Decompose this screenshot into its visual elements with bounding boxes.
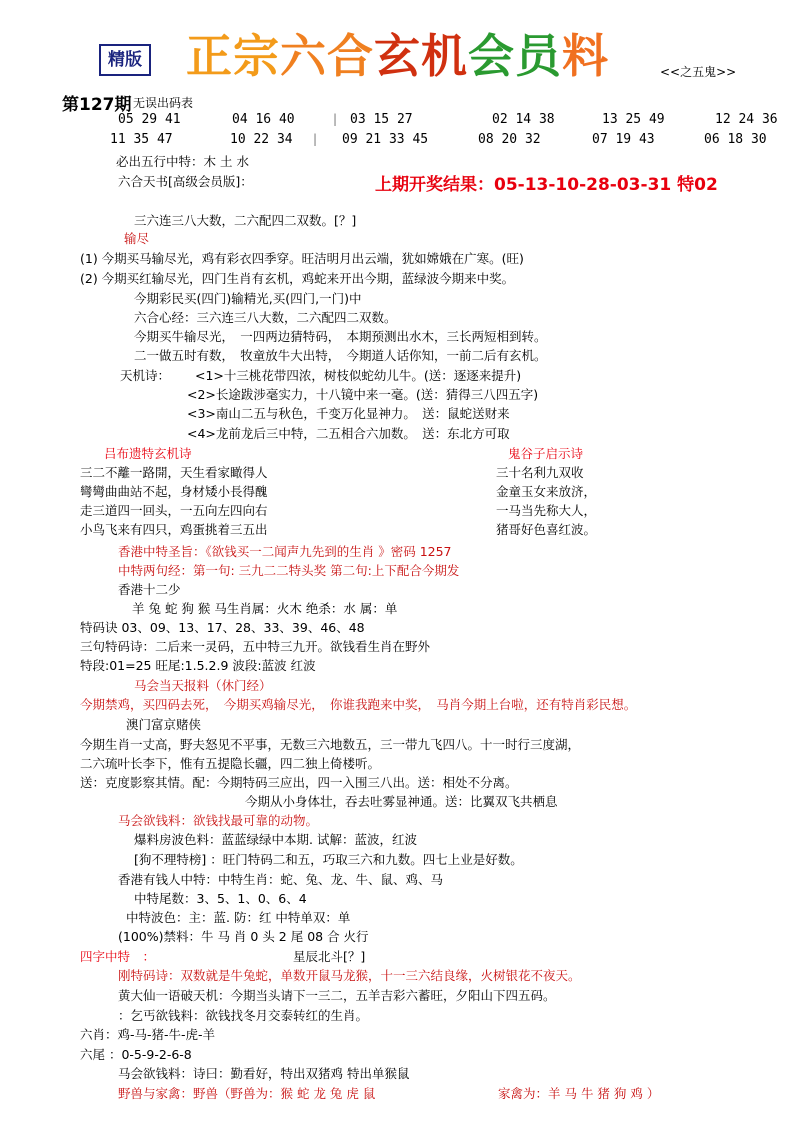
section-heading: 澳门富京赌侠 xyxy=(126,717,202,732)
separator: | xyxy=(333,112,338,126)
text-line: 中特波色：主：蓝. 防：红 中特单双：单 xyxy=(126,910,351,925)
poem-line: 一马当先称大人， xyxy=(496,503,597,518)
edition-badge: 精版 xyxy=(99,44,151,76)
text-line: <4>龙前龙后三中特，二五相合六加数。 送：东北方可取 xyxy=(187,426,510,441)
page-title xyxy=(186,20,609,86)
text-line: 今期生肖一丈高，野夫怒见不平事，无数三六地数五，三一带九飞四八。十一时行三度湖， xyxy=(80,737,581,752)
separator: | xyxy=(313,132,318,146)
text-line: 六合天书[高级会员版]： xyxy=(118,174,253,189)
text-line: 野兽与家禽：野兽（野兽为：猴 蛇 龙 兔 虎 鼠 xyxy=(118,1086,376,1101)
text-line: <2>长途跋涉毫实力，十八镜中来一毫。(送：猜得三八四五字) xyxy=(187,387,539,402)
number-group: 06 18 30 xyxy=(704,132,767,147)
section-heading: 四字中特 ： xyxy=(80,949,156,964)
number-group: 11 35 47 xyxy=(110,132,173,147)
title-part-5: 料 xyxy=(562,29,609,83)
section-heading: 输尽 xyxy=(124,231,150,246)
number-group: 07 19 43 xyxy=(592,132,655,147)
text-line: [狗不理特榜] ：旺门特码二和五，巧取三六和九数。四七上业是好数。 xyxy=(134,852,523,867)
text-line: 中特两句经：第一句: 三九二二特头奖 第二句:上下配合今期发 xyxy=(118,563,460,578)
text-line: 中特尾数：3、5、1、0、6、4 xyxy=(134,891,307,906)
text-line: 三六连三八大数，二六配四二双数。[？] xyxy=(134,213,357,228)
text-line: (100%)禁料：牛 马 肖 0 头 2 尾 08 合 火行 xyxy=(118,929,369,944)
text-line: 六尾 ：0-5-9-2-6-8 xyxy=(80,1047,192,1062)
text-line: 六肖：鸡-马-猪-牛-虎-羊 xyxy=(80,1027,216,1042)
text-line: 三句特码诗：二后来一灵码，五中特三九开。欲钱看生肖在野外 xyxy=(80,639,431,654)
section-heading: 吕布遗特玄机诗 xyxy=(104,446,192,461)
number-group: 13 25 49 xyxy=(602,112,665,127)
section-heading: 马会当天报料（休门经） xyxy=(134,678,272,693)
text-line: <3>南山二五与秋色，千变万化显神力。 送：鼠蛇送财来 xyxy=(187,406,510,421)
poem-line: 走三道四一回头，一五向左四向右 xyxy=(80,503,268,518)
number-group: 12 24 36 xyxy=(715,112,778,127)
text-line: 二六琉叶长李下，惟有五提隐长疆，四二独上倚楼听。 xyxy=(80,756,381,771)
number-group: 09 21 33 45 xyxy=(342,132,429,147)
number-group: 10 22 34 xyxy=(230,132,293,147)
text-line: 特段:01=25 旺尾:1.5.2.9 波段:蓝波 红波 xyxy=(80,658,316,673)
title-part-2: 六合 xyxy=(280,29,374,83)
text-line: 黄大仙一语破天机：今期当头请下一三二，五羊吉彩六蓄旺，夕阳山下四五码。 xyxy=(118,988,556,1003)
number-group: 02 14 38 xyxy=(492,112,555,127)
poem-line: 小鸟飞来有四只，鸡蛋挑着三五出 xyxy=(80,522,268,537)
text-line: 马会欲钱料：诗曰：勤看好，特出双猪鸡 特出单猴鼠 xyxy=(118,1066,410,1081)
text-line: 六合心经：三六连三八大数，二六配四二双数。 xyxy=(134,310,397,325)
text-line: 今期从小身体壮，吞去吐雾显神通。送：比翼双飞共栖息 xyxy=(245,794,558,809)
text-line: 今期彩民买(四门)输精光,买(四门,一门)中 xyxy=(134,291,362,306)
last-draw-result: 上期开奖结果：05-13-10-28-03-31 特02 xyxy=(375,175,718,195)
poem-line: 金童玉女来放济， xyxy=(496,484,597,499)
text-line: 家禽为：羊 马 牛 猪 狗 鸡 ） xyxy=(498,1086,660,1101)
text-line: 送：克度影察其情。配：今期特码三应出，四一入围三八出。送：相处不分离。 xyxy=(80,775,518,790)
text-line: 爆料房波色料：蓝蓝绿绿中本期. 试解：蓝波，红波 xyxy=(134,832,417,847)
text-line: (2) 今期买红输尽光，四门生肖有玄机，鸡蛇来开出今期，蓝绿波今期来中奖。 xyxy=(80,271,515,286)
text-line: (1) 今期买马输尽光，鸡有彩衣四季穿。旺洁明月出云端，犹如嫦娥在广寒。(旺) xyxy=(80,251,524,266)
number-group: 08 20 32 xyxy=(478,132,541,147)
title-part-3: 玄机 xyxy=(374,29,468,83)
issue-number: 第127期 xyxy=(62,95,132,115)
poem-line: 三二不離一路開，天生看家瞰得人 xyxy=(80,465,268,480)
text-line: 刚特码诗：双数就是牛兔蛇，单数开鼠马龙猴，十一三六结良缘，火树银花不夜天。 xyxy=(118,968,581,983)
number-group: 03 15 27 xyxy=(350,112,413,127)
text-line: 香港有钱人中特：中特生肖：蛇、兔、龙、牛、鼠、鸡、马 xyxy=(118,872,444,887)
text-line: 二一做五时有数， 牧童放牛大出特， 今期道人话你知，一前二后有玄机。 xyxy=(134,348,547,363)
text-line: <1>十三桃花带四浓，树枝似蛇幼儿牛。(送：逐逐来提升) xyxy=(195,368,522,383)
text-line: 必出五行中特：木 土 水 xyxy=(116,154,249,169)
text-line: 今期买牛输尽光， 一四两边猜特码， 本期预测出水木，三长两短相到转。 xyxy=(134,329,547,344)
poem-line: 三十名利九双收 xyxy=(496,465,584,480)
text-line: 马会欲钱料：欲钱找最可靠的动物。 xyxy=(118,813,319,828)
section-heading: 鬼谷子启示诗 xyxy=(508,446,584,461)
text-line: 特码诀 03、09、13、17、28、33、39、46、48 xyxy=(80,620,365,635)
text-line-label: 天机诗： xyxy=(120,368,171,383)
text-line: ：乞丐欲钱料：欲钱找冬月交泰转红的生肖。 xyxy=(118,1008,369,1023)
number-group: 05 29 41 xyxy=(118,112,181,127)
text-line: 今期禁鸡，买四码去死， 今期买鸡输尽光， 你谁我跑来中奖， 马肖今期上台啦，还有特肖彩民想。 xyxy=(80,697,637,712)
number-group: 04 16 40 xyxy=(232,112,295,127)
text-line: 香港十二少 xyxy=(118,582,181,597)
poem-line: 彎彎曲曲站不起，身材矮小長得醜 xyxy=(80,484,268,499)
text-line: 香港中特圣旨：《欲钱买一二闻声九先到的生肖 》密码 1257 xyxy=(118,544,452,559)
text-line: 羊 兔 蛇 狗 猴 马生肖属：火木 绝杀：水 属：单 xyxy=(132,601,398,616)
title-part-4: 会员 xyxy=(468,29,562,83)
title-part-1: 正宗 xyxy=(186,29,280,83)
text-line: 星辰北斗[？] xyxy=(293,949,366,964)
issue-note: 无误出码表 xyxy=(133,96,194,110)
subtitle: <<之五鬼>> xyxy=(660,65,737,79)
poem-line: 猪哥好色喜红波。 xyxy=(496,522,597,537)
